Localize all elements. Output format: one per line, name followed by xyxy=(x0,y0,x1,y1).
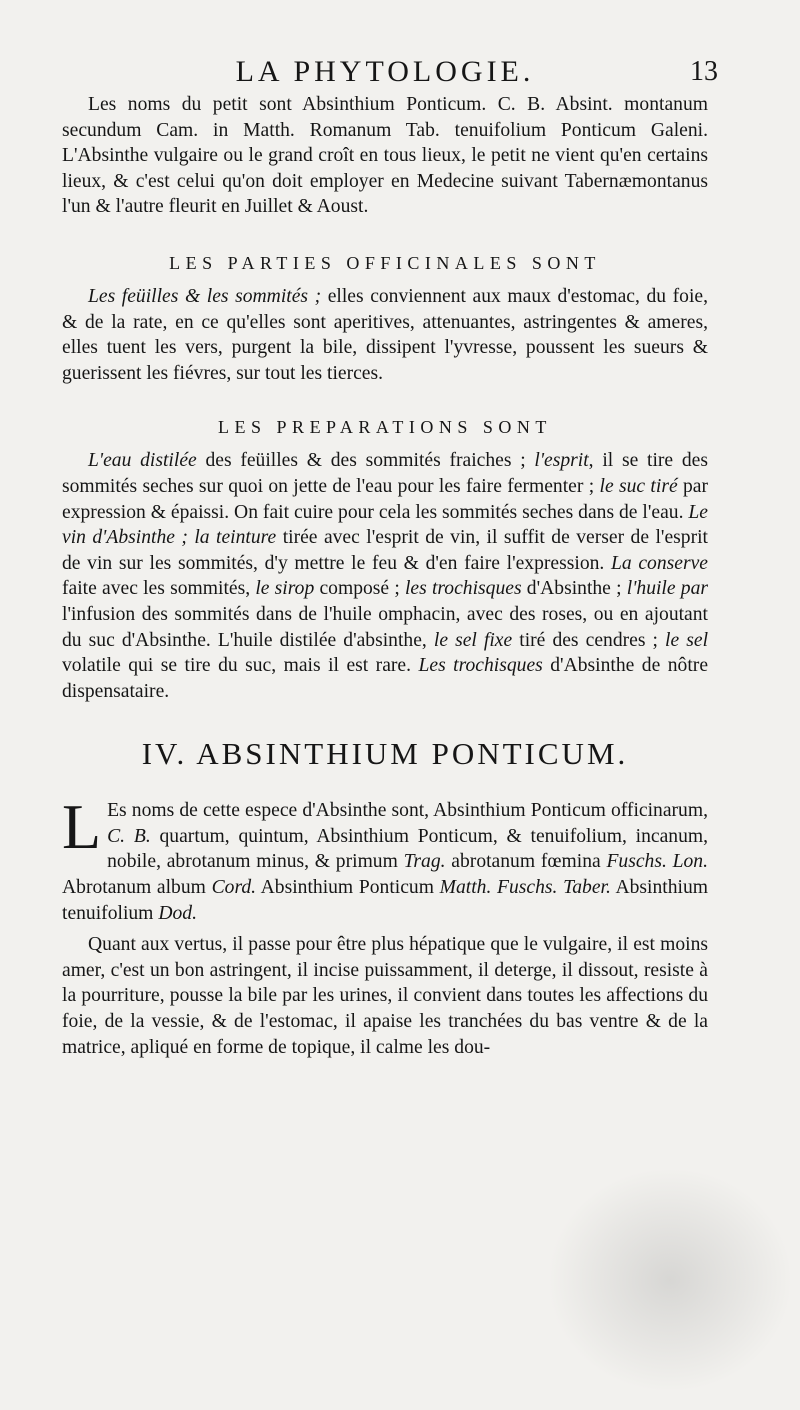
prep-term: le sel xyxy=(665,629,709,651)
author-abbrev: C. B. xyxy=(107,825,151,847)
preparations-heading: LES PREPARATIONS SONT xyxy=(218,417,552,438)
prep-term: le sirop xyxy=(255,578,315,600)
drop-cap: L xyxy=(62,791,102,863)
prep-text: par expression & épaissi. On fait cuire pour cela les sommités seches dans de l'eau. xyxy=(62,475,708,523)
prep-text: d'Absinthe de nôtre dispensataire. xyxy=(62,655,709,702)
section-heading: IV. ABSINTHIUM PONTICUM. xyxy=(141,736,629,772)
prep-text: tirée avec l'esprit de vin, il suffit de verser de l'esprit de vin sur les sommités, d'y mettre le feu & d'en faire l'expression. xyxy=(62,527,708,574)
officinal-heading: LES PARTIES OFFICINALES SONT xyxy=(169,252,601,273)
prep-text: faite avec les sommités, xyxy=(62,578,256,600)
names-text: quartum, quintum, Absinthium Ponticum, & tenuifolium, incanum, nobile, abrotanum minus, & primum xyxy=(107,825,709,873)
page-number: 13 xyxy=(690,56,718,87)
author-abbrev: Matth. Fuschs. Taber. xyxy=(439,877,611,899)
author-abbrev: Trag. xyxy=(403,851,446,873)
author-abbrev: Cord. xyxy=(211,877,257,899)
officinal-lead: Les feüilles & les sommités ; xyxy=(88,285,322,307)
virtues-paragraph: Quant aux vertus, il passe pour être plus hépatique que le vulgaire, il est moins amer, c'est un bon astringent, il incise puissamment, il deterge, il dissout, resiste à la pourriture, pousse la bile par les urines, il convient dans toutes les affections du foie, de la vessie, & de l'estomac, il apaise les tranchées du bas ventre & de la matrice, apliqué en forme de topique, il calme les dou- xyxy=(62,934,708,1058)
names-text: Absinthium tenuifolium xyxy=(62,877,709,924)
prep-text: , il se tire des sommités seches sur quoi on jette de l'eau pour les faire fermenter ; xyxy=(62,450,708,497)
author-abbrev: Dod. xyxy=(158,902,197,924)
prep-text: l'infusion des sommités dans de l'huile omphacin, avec des roses, ou en ajoutant du suc d'Absinthe. L'huile distilée d'absinthe, xyxy=(62,603,708,651)
preparations-paragraph xyxy=(62,448,708,704)
names-text: Es noms de cette espece d'Absinthe sont, Absinthium Ponticum officinarum, xyxy=(107,800,708,822)
prep-term: l'huile par xyxy=(626,578,709,600)
names-paragraph xyxy=(62,791,709,926)
prep-term: Les trochisques xyxy=(418,655,543,677)
names-text: abrotanum fœmina xyxy=(445,851,607,873)
prep-text: d'Absinthe ; xyxy=(521,578,627,600)
officinal-text: elles conviennent aux maux d'estomac, du foie, & de la rate, en ce qu'elles sont aperitives, attenuantes, astringentes & ameres, elles tuent les vers, purgent la bile, dissipent l'yvresse, poussent les sueurs & guerissent les fiévres, sur tout les tierces. xyxy=(62,285,709,384)
prep-term: L'eau distilée xyxy=(88,450,197,472)
prep-text: volatile qui se tire du suc, mais il est rare. xyxy=(62,655,419,677)
prep-term: La conserve xyxy=(610,552,708,574)
names-text: Absinthium Ponticum xyxy=(256,877,440,899)
intro-paragraph: Les noms du petit sont Absinthium Ponticum. C. B. Absint. montanum secundum Cam. in Matth. Romanum Tab. tenuifolium Ponticum Galeni. L'Absinthe vulgaire ou le grand croît en tous lieux, le petit ne vient qu'en certains lieux, & c'est celui qu'on doit employer en Medecine suivant Tabernæmontanus l'un & l'autre fleurit en Juillet & Aoust. xyxy=(62,94,708,218)
prep-term: le sel fixe xyxy=(433,629,513,651)
names-text: Abrotanum album xyxy=(62,877,212,899)
prep-term: les trochisques xyxy=(404,578,522,600)
prep-text: tiré des cendres ; xyxy=(512,629,666,651)
running-header xyxy=(62,52,718,92)
officinal-paragraph xyxy=(62,284,708,386)
author-abbrev: Fuschs. Lon. xyxy=(606,851,709,873)
prep-term: l'esprit xyxy=(534,450,589,472)
paper-stain xyxy=(550,1170,790,1390)
prep-term: le suc tiré xyxy=(599,475,678,497)
running-title: LA PHYTOLOGIE. xyxy=(235,55,535,88)
prep-text: composé ; xyxy=(314,578,405,600)
prep-term: Le vin d'Absinthe ; la teinture xyxy=(62,501,708,549)
prep-text: des feüilles & des sommités fraiches ; xyxy=(196,450,535,472)
text-block xyxy=(62,52,718,1060)
